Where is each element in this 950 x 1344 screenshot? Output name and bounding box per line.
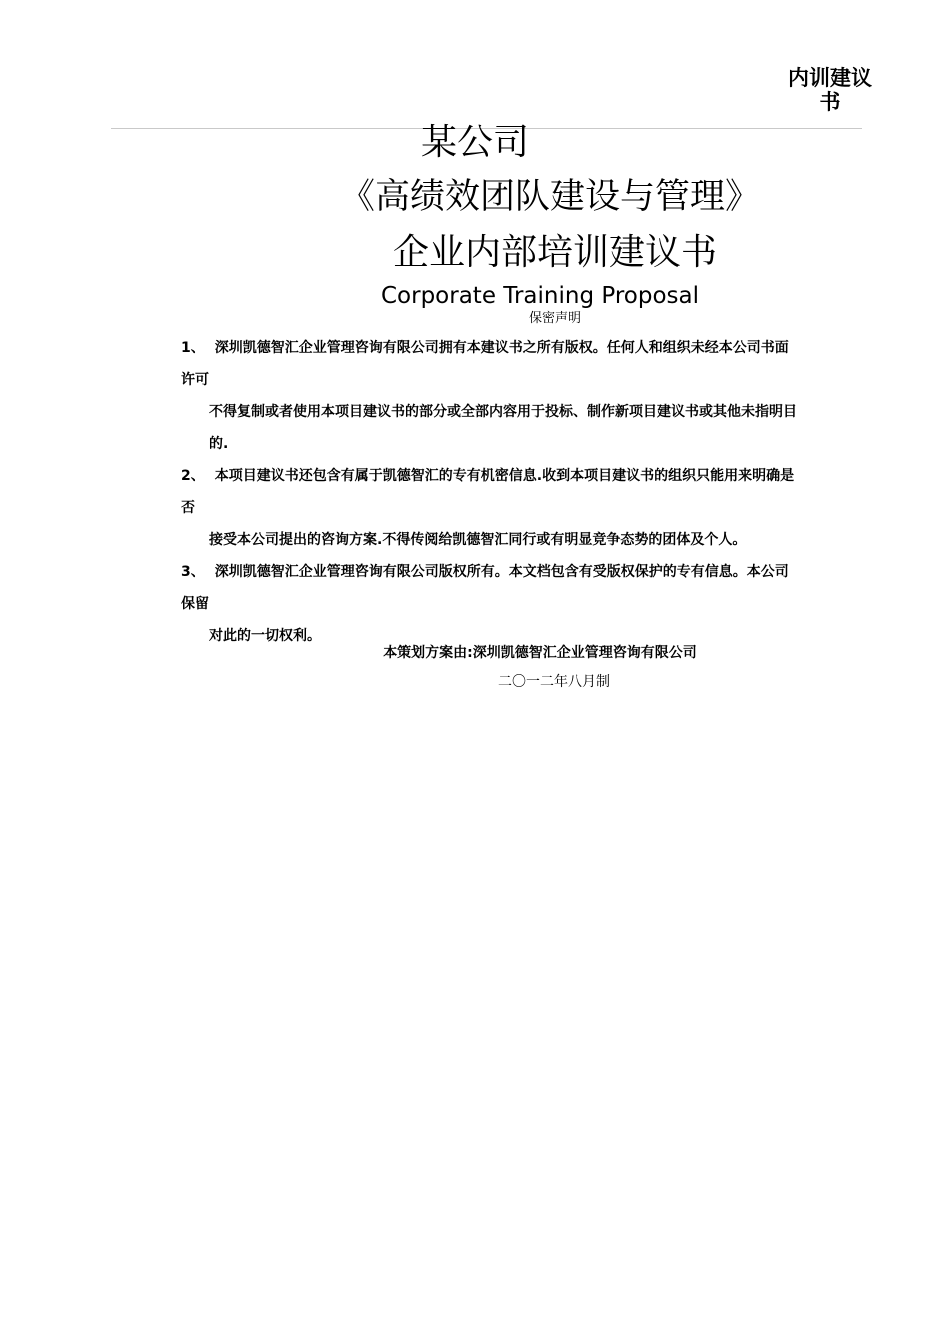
prepared-by: 本策划方案由:深圳凯德智汇企业管理咨询有限公司 [383,645,697,661]
clause-number: 2、 [181,468,205,484]
clause-number: 3、 [181,564,205,580]
clause-2-wrap: 否 [181,500,195,516]
clause-1-continuation-wrap: 的. [209,436,229,452]
header-title: 内训建议书 [788,66,872,114]
confidential-heading: 保密声明 [528,311,581,326]
clause-1-continuation: 不得复制或者使用本项目建议书的部分或全部内容用于投标、制作新项目建议书或其他未指明目 [209,404,797,420]
clause-text: 深圳凯德智汇企业管理咨询有限公司拥有本建议书之所有版权。任何人和组织未经本公司书面 [214,340,789,356]
company-name: 某公司 [420,122,529,163]
clause-text: 本项目建议书还包含有属于凯德智汇的专有机密信息.收到本项目建议书的组织只能用来明确是 [214,468,795,484]
clause-3-wrap: 保留 [181,596,209,612]
clause-3-continuation: 对此的一切权利。 [209,628,321,644]
clause-1-wrap: 许可 [181,372,209,388]
clause-1-line [181,338,789,358]
proposal-title-en: Corporate Training Proposal [381,283,699,309]
clause-2-continuation: 接受本公司提出的咨询方案.不得传阅给凯德智汇同行或有明显竞争态势的团体及个人。 [209,532,747,548]
clause-number: 1、 [181,340,205,356]
clause-3-line [181,562,789,582]
course-title: 《高绩效团队建设与管理》 [339,177,760,217]
clause-2-line [181,466,794,486]
clause-text: 深圳凯德智汇企业管理咨询有限公司版权所有。本文档包含有受版权保护的专有信息。本公司 [214,564,789,580]
proposal-title-cn: 企业内部培训建议书 [392,232,717,273]
prepared-date: 二〇一二年八月制 [498,674,610,690]
